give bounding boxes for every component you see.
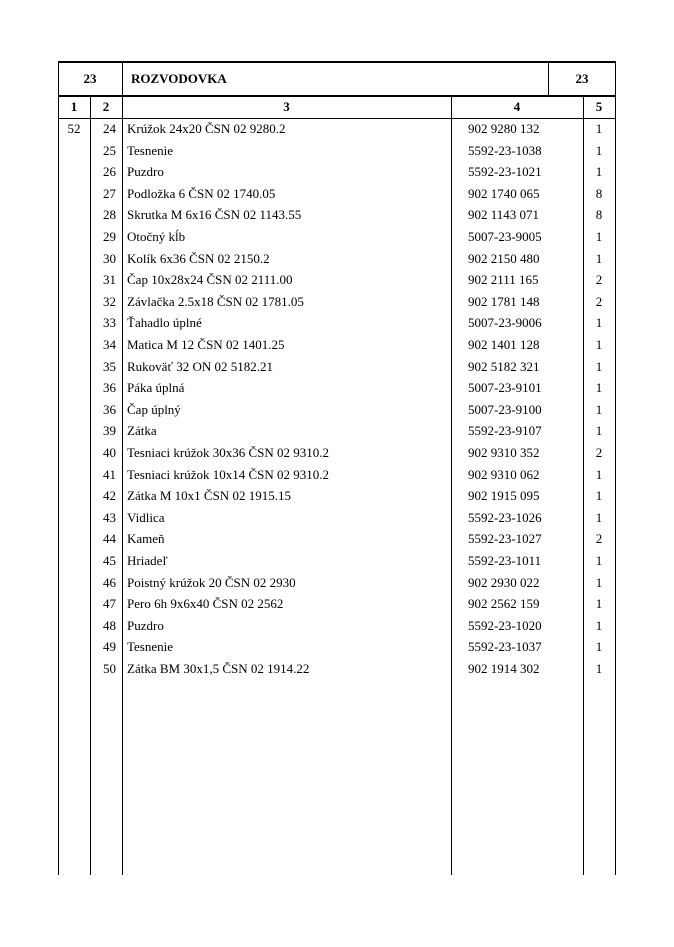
row-quantity: 1 xyxy=(595,251,603,266)
row-quantity: 1 xyxy=(595,488,603,503)
title-left-border xyxy=(58,61,59,875)
row-quantity: 2 xyxy=(595,272,603,287)
row-part-name: Pero 6h 9x6x40 ČSN 02 2562 xyxy=(127,596,284,611)
row-quantity: 8 xyxy=(595,186,603,201)
row-quantity: 1 xyxy=(595,164,603,179)
row-part-code: 902 9280 132 xyxy=(468,121,540,136)
row-part-name: Puzdro xyxy=(127,164,164,179)
row-part-name: Zátka xyxy=(127,423,157,438)
row-position: 36 xyxy=(103,380,116,395)
row-part-name: Ťahadlo úplné xyxy=(127,315,202,330)
row-part-name: Tesniaci krúžok 10x14 ČSN 02 9310.2 xyxy=(127,467,330,482)
column-header-2: 2 xyxy=(102,99,110,114)
row-part-name: Tesnenie xyxy=(127,639,174,654)
row-part-name: Tesniaci krúžok 30x36 ČSN 02 9310.2 xyxy=(127,445,330,460)
row-position: 44 xyxy=(103,531,116,546)
row-part-code: 902 1143 071 xyxy=(468,207,540,222)
row-part-name: Podložka 6 ČSN 02 1740.05 xyxy=(127,186,276,201)
row-part-name: Tesnenie xyxy=(127,143,174,158)
row-position: 32 xyxy=(103,294,116,309)
page-title: ROZVODOVKA xyxy=(131,71,227,86)
row-quantity: 1 xyxy=(595,510,603,525)
row-position: 42 xyxy=(103,488,116,503)
row-part-code: 902 5182 321 xyxy=(468,359,540,374)
row-position: 35 xyxy=(103,359,116,374)
row-part-code: 902 1740 065 xyxy=(468,186,540,201)
row-quantity: 2 xyxy=(595,445,603,460)
row-part-code: 902 1914 302 xyxy=(468,661,540,676)
row-position: 48 xyxy=(103,618,116,633)
column-header-bottom-border xyxy=(58,118,616,119)
row-part-name: Závlačka 2.5x18 ČSN 02 1781.05 xyxy=(127,294,304,309)
table-top-border xyxy=(58,61,616,63)
row-quantity: 2 xyxy=(595,294,603,309)
column-divider-2-3 xyxy=(122,96,123,875)
column-header-5: 5 xyxy=(595,99,603,114)
row-position: 47 xyxy=(103,596,116,611)
row-part-code: 5592-23-1011 xyxy=(468,553,542,568)
row-position: 43 xyxy=(103,510,116,525)
row-part-code: 5592-23-1038 xyxy=(468,143,542,158)
row-position: 29 xyxy=(103,229,116,244)
title-divider-left xyxy=(122,61,123,97)
section-number-left: 23 xyxy=(83,71,97,86)
row-position: 41 xyxy=(103,467,116,482)
row-position: 45 xyxy=(103,553,116,568)
row-position: 40 xyxy=(103,445,116,460)
row-part-code: 5007-23-9005 xyxy=(468,229,542,244)
row-position: 49 xyxy=(103,639,116,654)
row-part-code: 5592-23-1026 xyxy=(468,510,542,525)
row-part-code: 902 2150 480 xyxy=(468,251,540,266)
column-header-3: 3 xyxy=(283,99,290,114)
group-number: 52 xyxy=(67,121,81,136)
row-position: 33 xyxy=(103,315,116,330)
row-part-name: Matica M 12 ČSN 02 1401.25 xyxy=(127,337,285,352)
row-position: 46 xyxy=(103,575,116,590)
row-part-code: 902 1915 095 xyxy=(468,488,540,503)
row-quantity: 1 xyxy=(595,618,603,633)
row-part-code: 902 1781 148 xyxy=(468,294,540,309)
row-position: 27 xyxy=(103,186,116,201)
row-position: 34 xyxy=(103,337,116,352)
row-position: 31 xyxy=(103,272,116,287)
row-part-name: Zátka M 10x1 ČSN 02 1915.15 xyxy=(127,488,291,503)
row-position: 39 xyxy=(103,423,116,438)
row-part-code: 902 2930 022 xyxy=(468,575,540,590)
row-position: 30 xyxy=(103,251,116,266)
column-header-4: 4 xyxy=(513,99,521,114)
row-part-code: 5007-23-9100 xyxy=(468,402,542,417)
row-part-name: Poistný krúžok 20 ČSN 02 2930 xyxy=(127,575,296,590)
row-part-name: Krúžok 24x20 ČSN 02 9280.2 xyxy=(127,121,286,136)
row-part-code: 902 9310 062 xyxy=(468,467,540,482)
row-part-code: 902 2111 165 xyxy=(468,272,539,287)
column-header-1: 1 xyxy=(70,99,78,114)
row-position: 36 xyxy=(103,402,116,417)
row-part-code: 5592-23-9107 xyxy=(468,423,542,438)
row-part-code: 5007-23-9006 xyxy=(468,315,542,330)
row-quantity: 1 xyxy=(595,229,603,244)
row-part-code: 902 1401 128 xyxy=(468,337,540,352)
row-quantity: 1 xyxy=(595,359,603,374)
row-part-name: Kolík 6x36 ČSN 02 2150.2 xyxy=(127,251,270,266)
row-part-name: Čap úplný xyxy=(127,402,181,417)
row-part-code: 5592-23-1021 xyxy=(468,164,542,179)
row-part-name: Vidlica xyxy=(127,510,165,525)
row-part-name: Skrutka M 6x16 ČSN 02 1143.55 xyxy=(127,207,302,222)
row-part-name: Páka úplná xyxy=(127,380,185,395)
row-quantity: 1 xyxy=(595,553,603,568)
row-quantity: 1 xyxy=(595,661,603,676)
row-quantity: 1 xyxy=(595,575,603,590)
row-position: 24 xyxy=(103,121,116,136)
column-divider-3-4 xyxy=(451,96,452,875)
row-position: 26 xyxy=(103,164,116,179)
row-part-code: 5592-23-1037 xyxy=(468,639,542,654)
row-quantity: 2 xyxy=(595,531,603,546)
row-part-name: Hriadeľ xyxy=(127,553,168,568)
row-quantity: 1 xyxy=(595,143,603,158)
row-part-code: 5007-23-9101 xyxy=(468,380,542,395)
row-quantity: 1 xyxy=(595,596,603,611)
row-quantity: 1 xyxy=(595,337,603,352)
row-part-code: 902 9310 352 xyxy=(468,445,540,460)
row-quantity: 1 xyxy=(595,423,603,438)
row-part-code: 5592-23-1027 xyxy=(468,531,542,546)
row-position: 28 xyxy=(103,207,116,222)
row-part-name: Čap 10x28x24 ČSN 02 2111.00 xyxy=(127,272,293,287)
row-part-name: Otočný kĺb xyxy=(127,229,186,244)
row-position: 25 xyxy=(103,143,116,158)
row-part-code: 902 2562 159 xyxy=(468,596,540,611)
row-quantity: 1 xyxy=(595,402,603,417)
row-part-code: 5592-23-1020 xyxy=(468,618,542,633)
row-position: 50 xyxy=(103,661,116,676)
title-right-border xyxy=(615,61,616,875)
row-part-name: Kameň xyxy=(127,531,165,546)
row-part-name: Puzdro xyxy=(127,618,164,633)
row-quantity: 1 xyxy=(595,121,603,136)
row-quantity: 1 xyxy=(595,380,603,395)
header-bottom-border xyxy=(58,95,616,97)
row-quantity: 8 xyxy=(595,207,603,222)
section-number-right: 23 xyxy=(575,71,589,86)
row-quantity: 1 xyxy=(595,639,603,654)
row-quantity: 1 xyxy=(595,315,603,330)
row-part-name: Zátka BM 30x1,5 ČSN 02 1914.22 xyxy=(127,661,310,676)
row-part-name: Rukoväť 32 ON 02 5182.21 xyxy=(127,359,274,374)
row-quantity: 1 xyxy=(595,467,603,482)
